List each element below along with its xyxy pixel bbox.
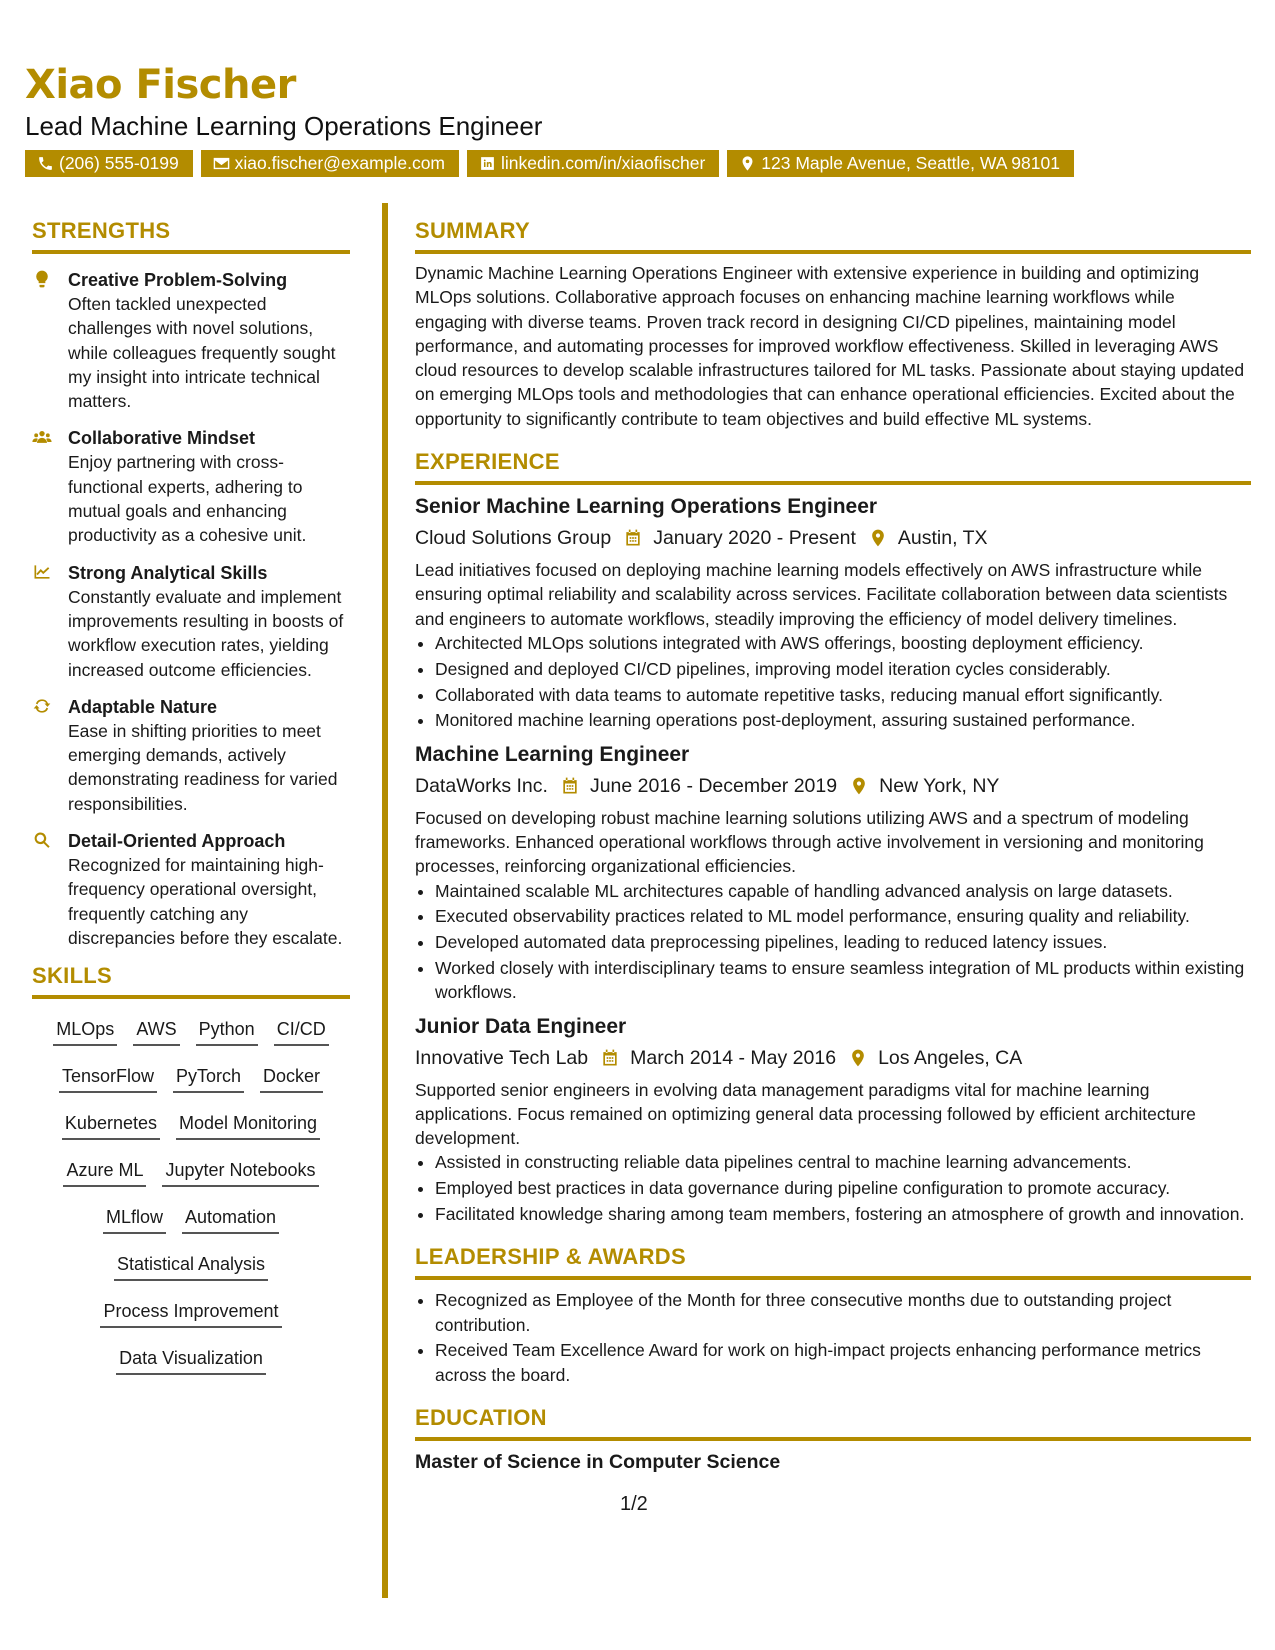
leadership-heading: LEADERSHIP & AWARDS <box>415 1244 1251 1280</box>
contact-bar <box>25 150 1250 177</box>
job-description: Focused on developing robust machine learning solutions utilizing AWS and a spectrum of modeling frameworks. Enhanced operational workflows through active involvement in versioning and monitoring processes, reinforcing organizational efficiencies. <box>415 807 1204 877</box>
users-icon <box>32 427 52 447</box>
skill-tag: Statistical Analysis <box>114 1252 268 1281</box>
contact-email[interactable] <box>201 150 459 177</box>
skill-tag: MLflow <box>103 1205 166 1234</box>
job-bullet: • Facilitated knowledge sharing among team members, fostering an atmosphere of growth and innovation. <box>435 1202 1251 1226</box>
skill-tag: Jupyter Notebooks <box>162 1158 318 1187</box>
job-bullet: • Architected MLOps solutions integrated with AWS offerings, boosting deployment efficiency. <box>435 631 1251 655</box>
lightbulb-icon <box>32 269 52 289</box>
job-bullet: • Maintained scalable ML architectures capable of handling advanced analysis on large datasets. <box>435 879 1251 903</box>
skill-tag: Automation <box>182 1205 279 1234</box>
job-location: Los Angeles, CA <box>878 1046 1023 1069</box>
skill-tag: Process Improvement <box>100 1299 281 1328</box>
calendar-icon <box>623 528 643 548</box>
job-meta <box>415 1045 1251 1071</box>
job-location: New York, NY <box>879 774 1000 797</box>
job-title: Junior Data Engineer <box>415 1014 627 1038</box>
contact-linkedin-text: linkedin.com/in/xiaofischer <box>501 153 706 173</box>
leadership-list <box>415 1288 1251 1387</box>
skill-tag: CI/CD <box>274 1017 329 1046</box>
job-entry <box>415 1013 1251 1227</box>
skill-tag: Data Visualization <box>116 1346 266 1375</box>
skill-tag: Docker <box>260 1064 323 1093</box>
candidate-title: Lead Machine Learning Operations Engineer <box>25 111 543 141</box>
envelope-icon <box>213 155 230 172</box>
job-bullets <box>415 879 1251 1005</box>
strength-item <box>32 561 350 682</box>
skill-tag: PyTorch <box>173 1064 244 1093</box>
contact-address-text: 123 Maple Avenue, Seattle, WA 98101 <box>761 153 1060 173</box>
sync-icon <box>32 696 52 716</box>
page-number: 1/2 <box>620 1493 648 1515</box>
map-pin-icon <box>849 776 869 796</box>
strength-title: Detail-Oriented Approach <box>68 831 286 852</box>
job-description: Lead initiatives focused on deploying machine learning models effectively on AWS infrastructure while ensuring optimal reliability and scalability across services. Facilitate collaboration between data scientists and engineers to automate workflows, steadily improving the efficiency of model delivery timelines. <box>415 560 1228 629</box>
contact-email-text: xiao.fischer@example.com <box>234 153 446 173</box>
strength-item <box>32 426 350 547</box>
calendar-icon <box>600 1048 620 1068</box>
skills-list <box>32 1017 350 1393</box>
job-title: Senior Machine Learning Operations Engineer <box>415 495 878 519</box>
job-entry <box>415 493 1251 733</box>
education-heading: EDUCATION <box>415 1405 1251 1441</box>
skill-tag: Model Monitoring <box>176 1111 320 1140</box>
strength-item <box>32 695 350 816</box>
job-bullet: • Designed and deployed CI/CD pipelines, improving model iteration cycles considerably. <box>435 657 1251 681</box>
job-bullet: • Developed automated data preprocessing pipelines, leading to reduced latency issues. <box>435 930 1251 954</box>
strengths-heading: STRENGTHS <box>32 218 350 254</box>
phone-icon <box>37 155 54 172</box>
job-bullet: • Employed best practices in data governance during pipeline configuration to promote accuracy. <box>435 1176 1251 1200</box>
job-title: Machine Learning Engineer <box>415 742 690 766</box>
linkedin-icon <box>479 155 496 172</box>
contact-phone[interactable] <box>25 150 193 177</box>
strength-item <box>32 829 350 950</box>
strength-title: Strong Analytical Skills <box>68 562 268 583</box>
map-pin-icon <box>868 528 888 548</box>
left-column <box>32 218 350 1393</box>
strengths-list <box>32 268 350 950</box>
skill-tag: Kubernetes <box>62 1111 160 1140</box>
strength-title: Creative Problem-Solving <box>68 270 288 290</box>
job-entry <box>415 741 1251 1005</box>
column-divider <box>382 203 388 1598</box>
skills-heading: SKILLS <box>32 963 350 999</box>
award-item: • Received Team Excellence Award for work on high-impact projects enhancing performance metrics across the board. <box>435 1338 1251 1387</box>
search-icon <box>32 830 52 850</box>
strength-description: Constantly evaluate and implement improvements resulting in boosts of workflow execution rates, yielding increased outcome efficiencies. <box>68 586 344 680</box>
job-location: Austin, TX <box>897 527 988 550</box>
job-meta <box>415 525 1251 551</box>
job-company: Innovative Tech Lab <box>415 1046 589 1069</box>
job-bullet: • Collaborated with data teams to automate repetitive tasks, reducing manual effort significantly. <box>435 683 1251 707</box>
resume-header <box>25 62 1250 177</box>
job-bullets <box>415 631 1251 733</box>
summary-heading: SUMMARY <box>415 218 1251 254</box>
map-pin-icon <box>848 1048 868 1068</box>
job-bullet: • Worked closely with interdisciplinary teams to ensure seamless integration of ML products within existing workflows. <box>435 956 1251 1005</box>
skill-tag: TensorFlow <box>59 1064 157 1093</box>
award-item: • Recognized as Employee of the Month for three consecutive months due to outstanding project contribution. <box>435 1288 1251 1337</box>
skill-tag: Azure ML <box>63 1158 146 1187</box>
job-dates: June 2016 - December 2019 <box>589 774 838 797</box>
contact-linkedin[interactable] <box>467 150 719 177</box>
contact-phone-text: (206) 555-0199 <box>59 153 179 173</box>
map-pin-icon <box>739 155 756 172</box>
candidate-name: Xiao Fischer <box>25 62 296 108</box>
job-bullets <box>415 1150 1251 1226</box>
job-dates: January 2020 - Present <box>653 527 856 550</box>
strength-title: Adaptable Nature <box>68 696 218 717</box>
strength-item <box>32 268 350 413</box>
skill-tag: Python <box>196 1017 258 1046</box>
job-company: DataWorks Inc. <box>415 774 548 797</box>
right-column <box>415 218 1251 1474</box>
job-bullet: • Assisted in constructing reliable data pipelines central to machine learning advancements. <box>435 1150 1251 1174</box>
strength-description: Often tackled unexpected challenges with novel solutions, while colleagues frequently sought my insight into intricate technical matters. <box>68 294 336 412</box>
contact-address <box>727 150 1074 177</box>
job-dates: March 2014 - May 2016 <box>630 1046 837 1069</box>
skill-tag: AWS <box>133 1017 179 1046</box>
chart-line-icon <box>32 562 52 582</box>
strength-description: Enjoy partnering with cross-functional experts, adhering to mutual goals and enhancing productivity as a cohesive unit. <box>68 452 307 546</box>
job-bullet: • Executed observability practices related to ML model performance, ensuring quality and reliability. <box>435 904 1251 928</box>
job-meta <box>415 773 1251 799</box>
strength-description: Recognized for maintaining high-frequency operational oversight, frequently catching any discrepancies before they escalate. <box>68 855 343 948</box>
experience-heading: EXPERIENCE <box>415 449 1251 485</box>
job-description: Supported senior engineers in evolving data management paradigms vital for machine learning applications. Focus remained on optimizing general data processing followed by efficient architecture development. <box>415 1079 1196 1149</box>
summary-text: Dynamic Machine Learning Operations Engineer with extensive experience in building and optimizing MLOps solutions. Collaborative approach focuses on enhancing machine learning workflows while engaging with diverse teams. Proven track record in designing CI/CD pipelines, maintaining model performance, and automating processes for improved workflow effectiveness. Skilled in leveraging AWS cloud resources to develop scalable infrastructures tailored for ML tasks. Passionate about staying updated on emerging MLOps tools and methodologies that can enhance operational efficiencies. Excited about the opportunity to significantly contribute to team objectives and build effective ML systems. <box>415 263 1245 429</box>
strength-title: Collaborative Mindset <box>68 428 256 449</box>
skill-tag: MLOps <box>53 1017 117 1046</box>
job-company: Cloud Solutions Group <box>415 527 612 550</box>
strength-description: Ease in shifting priorities to meet emerging demands, actively demonstrating readiness for varied responsibilities. <box>68 720 338 814</box>
calendar-icon <box>560 776 580 796</box>
job-bullet: • Monitored machine learning operations post-deployment, assuring sustained performance. <box>435 708 1251 732</box>
education-degree: Master of Science in Computer Science <box>415 1451 781 1473</box>
